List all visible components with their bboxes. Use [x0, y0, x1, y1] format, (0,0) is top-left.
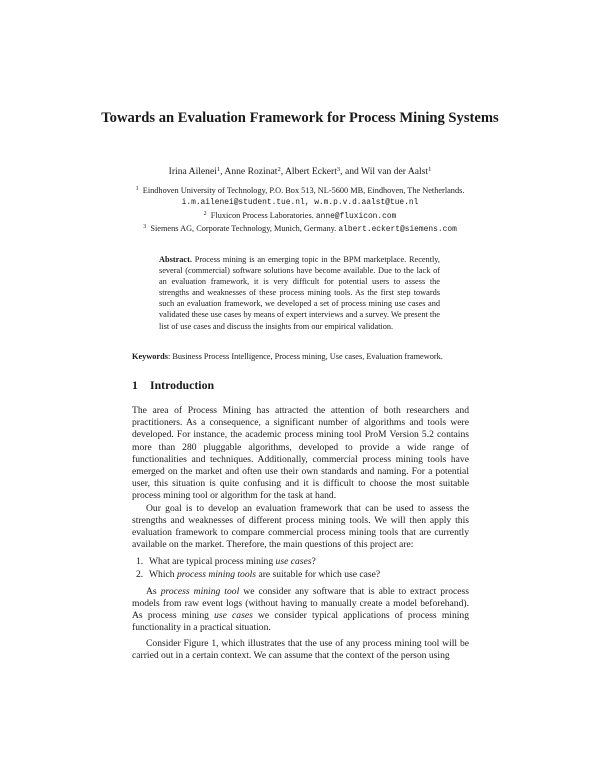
- keywords-label: Keywords: [132, 352, 168, 361]
- author-name: Irina Ailenei: [168, 166, 217, 177]
- author-separator: , and: [340, 166, 362, 177]
- paper-title: Towards an Evaluation Framework for Process Mining Systems: [101, 110, 499, 126]
- paragraph-emphasis: process mining tool: [160, 585, 240, 597]
- question-text: What are typical process mining: [149, 556, 276, 568]
- affiliation-1: [100, 184, 500, 209]
- affiliation-mark: 2: [203, 210, 207, 217]
- abstract-label: Abstract.: [159, 255, 192, 264]
- paragraph: Consider Figure 1, which illustrates that the use of any process mining tool will be carried out in a certain context. We can assume that the context of the person using: [132, 637, 469, 661]
- section-number: 1: [132, 378, 138, 392]
- author-affil-mark: 1: [216, 166, 221, 173]
- question-emphasis: process mining tools: [176, 568, 257, 580]
- affiliation-emails: i.m.ailenei@student.tue.nl, w.m.p.v.d.aalst@tue.nl: [181, 198, 419, 208]
- affiliation-email: albert.eckert@siemens.com: [338, 225, 457, 235]
- affiliation-text: Eindhoven University of Technology, P.O. Box 513, NL-5600 MB, Eindhoven, The Netherlands.: [142, 186, 465, 195]
- question-item: [132, 569, 469, 581]
- paragraph-text: we consider any software that is able to extract process models from raw event logs (without having to manually create a model beforehand). As process mining: [132, 585, 470, 622]
- author-affil-mark: 3: [336, 166, 341, 173]
- body-text: [132, 405, 469, 662]
- author-name: Wil van der Aalst: [361, 166, 429, 177]
- abstract-text: Process mining is an emerging topic in the BPM marketplace. Recently, several (commercial) software solutions have become available. Due to the lack of an evaluation framework, it is very difficult for potential users to assess the strengths and weaknesses of these process mining tools. As the first step towards such an evaluation framework, we developed a set of process mining use cases and validated these use cases by means of expert interviews and a survey. We present the list of use cases and discuss the insights from our empirical validation.: [159, 255, 440, 331]
- affiliation-text: Siemens AG, Corporate Technology, Munich, Germany.: [150, 224, 337, 234]
- affiliation-mark: 3: [143, 224, 147, 231]
- affiliation-3: [100, 222, 500, 235]
- paragraph-text: we consider typical applications of process mining functionality in a practical situation.: [132, 610, 470, 634]
- author-list: [60, 164, 540, 178]
- affiliation-2: [100, 209, 500, 222]
- question-item: [132, 556, 469, 568]
- keywords: [132, 351, 472, 362]
- author-name: Albert Eckert: [284, 166, 337, 177]
- paragraph-emphasis: use cases: [214, 610, 253, 622]
- affiliation-email: anne@fluxicon.com: [315, 211, 397, 221]
- author-separator: ,: [280, 166, 285, 177]
- question-text: Which: [149, 568, 177, 580]
- paragraph: [132, 586, 469, 635]
- author-name: Anne Rozinat: [224, 166, 278, 177]
- abstract: [159, 254, 440, 332]
- author-affil-mark: 2: [277, 166, 281, 173]
- paragraph: Our goal is to develop an evaluation framework that can be used to assess the strengths and weaknesses of different process mining tools. We will then apply this evaluation framework to compare commercial process mining tools that are currently available on the market. Therefore, the main questions of this project are:: [132, 502, 469, 551]
- author-affil-mark: 1: [428, 166, 432, 173]
- section-title: Introduction: [150, 378, 215, 392]
- question-emphasis: use cases: [275, 556, 312, 568]
- question-list: [132, 556, 469, 580]
- question-number: 2.: [136, 568, 144, 580]
- affiliations: [100, 184, 500, 236]
- section-heading: [132, 378, 472, 392]
- affiliation-text: Fluxicon Process Laboratories.: [210, 210, 314, 220]
- question-text: ?: [311, 556, 316, 568]
- paragraph-text: As: [146, 585, 161, 597]
- paragraph: The area of Process Mining has attracted the attention of both researchers and practitioners. As a consequence, a significant number of algorithms and tools were developed. For instance, the academic process mining tool ProM Version 5.2 contains more than 280 pluggable algorithms, developed to provide a wide range of functionalities and techniques. Additionally, commercial process mining tools have emerged on the market and often use their own standards and naming. For a potential user, this situation is quite confusing and it is difficult to choose the most suitable process mining tool or algorithm for the task at hand.: [132, 405, 469, 502]
- affiliation-mark: 1: [135, 186, 139, 192]
- author-separator: ,: [220, 166, 225, 177]
- question-text: are suitable for which use case?: [256, 568, 381, 580]
- keywords-text: : Business Process Intelligence, Process mining, Use cases, Evaluation framework.: [167, 352, 443, 361]
- question-number: 1.: [136, 556, 144, 568]
